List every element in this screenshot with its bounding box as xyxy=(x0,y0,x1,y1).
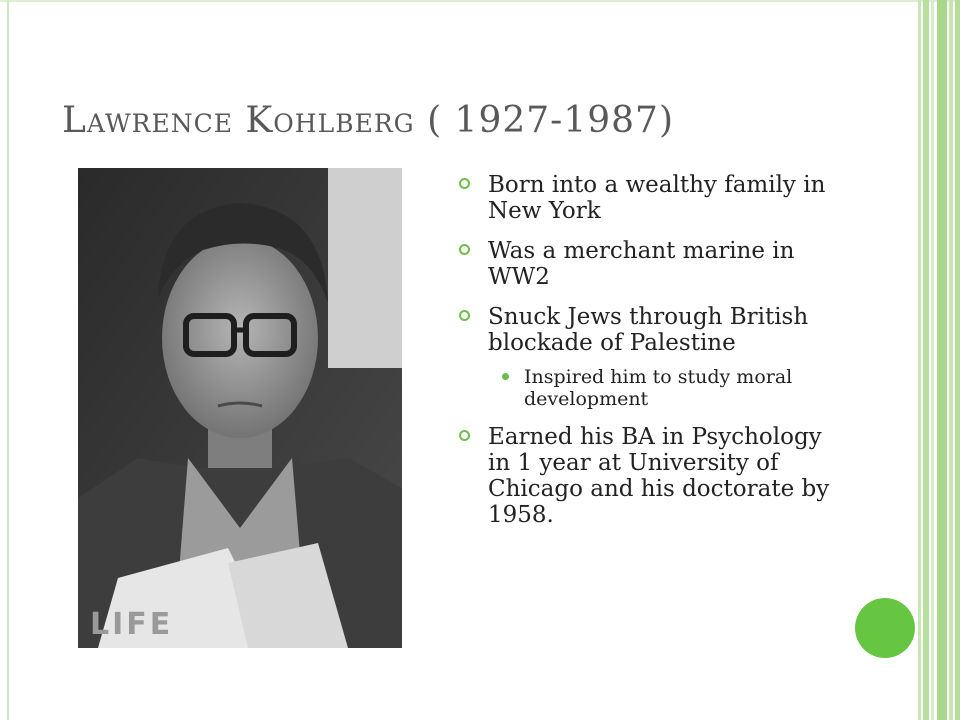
bullet-item: Earned his BA in Psychology in 1 year at University of Chicago and his doctorate by 1958. xyxy=(455,424,835,528)
decorative-stripes xyxy=(918,0,960,720)
portrait-photo xyxy=(78,168,402,648)
slide-title: Lawrence Kohlberg ( 1927-1987) xyxy=(62,100,674,141)
sub-bullet-item: Inspired him to study moral development xyxy=(455,366,835,410)
bullet-circle-icon xyxy=(459,310,470,321)
photo-watermark: LIFE xyxy=(90,607,174,642)
bullet-circle-icon xyxy=(459,430,470,441)
frame-left-line xyxy=(7,0,9,720)
bullet-dot-icon xyxy=(502,373,509,380)
bullet-circle-icon xyxy=(459,178,470,189)
bullet-item: Was a merchant marine in WW2 xyxy=(455,238,835,290)
bullet-circle-icon xyxy=(459,244,470,255)
bullet-item: Born into a wealthy family in New York xyxy=(455,172,835,224)
bullet-item: Snuck Jews through British blockade of Palestine xyxy=(455,304,835,356)
decorative-green-circle xyxy=(855,598,915,658)
frame-top-line xyxy=(0,0,960,2)
bullet-list xyxy=(455,172,835,542)
